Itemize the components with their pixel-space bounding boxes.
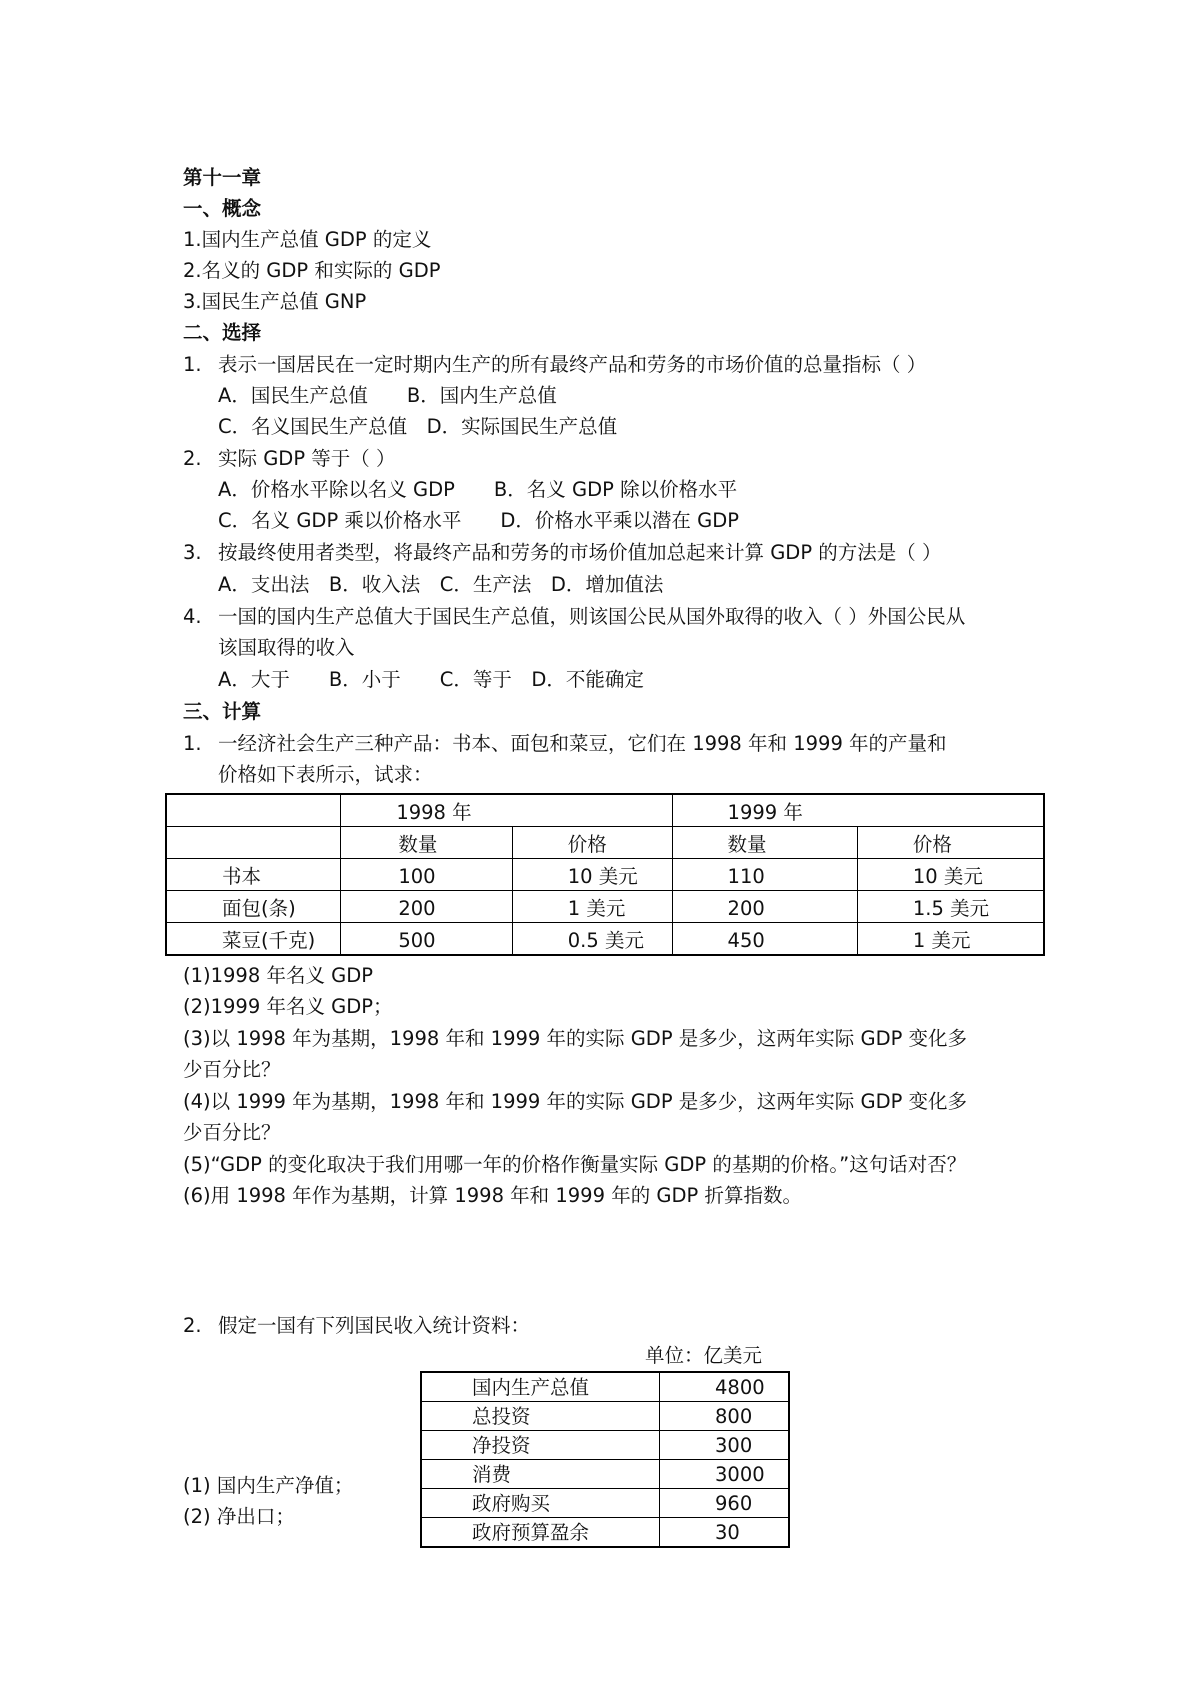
item-value: 30 bbox=[660, 1518, 790, 1548]
table-row bbox=[421, 1431, 789, 1460]
subquestion: (5)“GDP 的变化取决于我们用哪一年的价格作衡量实际 GDP 的基期的价格。”这句话对否？ bbox=[183, 1153, 967, 1176]
table-cell: 10 美元 bbox=[857, 859, 1044, 891]
table-cell: 1 美元 bbox=[512, 891, 672, 923]
item-value: 960 bbox=[660, 1489, 790, 1518]
subquestion: 少百分比？ bbox=[183, 1058, 281, 1081]
question-options: C．名义国民生产总值 D．实际国民生产总值 bbox=[218, 415, 618, 438]
table-cell: 110 bbox=[672, 859, 857, 891]
table-cell: 1 美元 bbox=[857, 923, 1044, 956]
subquestion: (1) 国内生产净值； bbox=[183, 1474, 354, 1497]
question-text: 实际 GDP 等于（ ） bbox=[218, 447, 396, 470]
item-value: 3000 bbox=[660, 1460, 790, 1489]
subquestion: (4)以 1999 年为基期，1998 年和 1999 年的实际 GDP 是多少，这两年实际 GDP 变化多 bbox=[183, 1090, 968, 1113]
production-table bbox=[165, 793, 1045, 956]
concept-item: 1.国内生产总值 GDP 的定义 bbox=[183, 228, 432, 251]
table-row bbox=[421, 1460, 789, 1489]
item-label: 政府预算盈余 bbox=[421, 1518, 660, 1548]
unit-label: 单位：亿美元 bbox=[645, 1344, 763, 1367]
concept-item: 2.名义的 GDP 和实际的 GDP bbox=[183, 259, 441, 282]
product-name: 面包(条) bbox=[166, 891, 341, 923]
price-header: 价格 bbox=[512, 827, 672, 859]
table-cell: 450 bbox=[672, 923, 857, 956]
question-number: 2. bbox=[183, 447, 202, 470]
question-number: 1. bbox=[183, 353, 202, 376]
quantity-header: 数量 bbox=[672, 827, 857, 859]
product-name: 菜豆(千克) bbox=[166, 923, 341, 956]
question-text: 按最终使用者类型，将最终产品和劳务的市场价值加总起来计算 GDP 的方法是（ ） bbox=[218, 541, 942, 564]
question-options: A．国民生产总值 B．国内生产总值 bbox=[218, 384, 557, 407]
item-label: 净投资 bbox=[421, 1431, 660, 1460]
table-header-row bbox=[166, 794, 1044, 827]
chapter-title: 第十一章 bbox=[183, 166, 262, 189]
table-cell: 1.5 美元 bbox=[857, 891, 1044, 923]
table-cell: 200 bbox=[341, 891, 512, 923]
question-number: 2. bbox=[183, 1314, 202, 1337]
subquestion: (2)1999 年名义 GDP； bbox=[183, 995, 393, 1018]
section-heading-concepts: 一、概念 bbox=[183, 197, 262, 220]
table-row bbox=[166, 891, 1044, 923]
table-row bbox=[421, 1518, 789, 1548]
question-text: 一国的国内生产总值大于国民生产总值，则该国公民从国外取得的收入（ ）外国公民从 bbox=[218, 605, 966, 628]
table-cell bbox=[166, 794, 341, 827]
item-label: 总投资 bbox=[421, 1402, 660, 1431]
subquestion: 少百分比？ bbox=[183, 1121, 281, 1144]
question-number: 4. bbox=[183, 605, 202, 628]
item-value: 300 bbox=[660, 1431, 790, 1460]
question-text: 一经济社会生产三种产品：书本、面包和菜豆，它们在 1998 年和 1999 年的产量和 bbox=[218, 732, 947, 755]
item-value: 4800 bbox=[660, 1372, 790, 1402]
table-row bbox=[166, 859, 1044, 891]
table-cell: 0.5 美元 bbox=[512, 923, 672, 956]
table-row bbox=[421, 1489, 789, 1518]
question-text: 价格如下表所示，试求： bbox=[218, 763, 433, 786]
section-heading-calc: 三、计算 bbox=[183, 700, 262, 723]
subquestion: (6)用 1998 年作为基期，计算 1998 年和 1999 年的 GDP 折算指数。 bbox=[183, 1184, 802, 1207]
table-cell: 500 bbox=[341, 923, 512, 956]
item-label: 政府购买 bbox=[421, 1489, 660, 1518]
subquestion: (1)1998 年名义 GDP bbox=[183, 964, 374, 987]
table-subheader-row bbox=[166, 827, 1044, 859]
price-header: 价格 bbox=[857, 827, 1044, 859]
table-row bbox=[421, 1372, 789, 1402]
item-label: 国内生产总值 bbox=[421, 1372, 660, 1402]
table-cell: 200 bbox=[672, 891, 857, 923]
year-header: 1999 年 bbox=[672, 794, 1044, 827]
question-text: 表示一国居民在一定时期内生产的所有最终产品和劳务的市场价值的总量指标（ ） bbox=[218, 353, 927, 376]
concept-item: 3.国民生产总值 GNP bbox=[183, 290, 367, 313]
table-row bbox=[166, 923, 1044, 956]
question-options: A．价格水平除以名义 GDP B．名义 GDP 除以价格水平 bbox=[218, 478, 738, 501]
question-options: A．支出法 B．收入法 C．生产法 D．增加值法 bbox=[218, 573, 664, 596]
question-options: C．名义 GDP 乘以价格水平 D．价格水平乘以潜在 GDP bbox=[218, 509, 739, 532]
question-number: 1. bbox=[183, 732, 202, 755]
table-cell: 10 美元 bbox=[512, 859, 672, 891]
quantity-header: 数量 bbox=[341, 827, 512, 859]
subquestion: (3)以 1998 年为基期，1998 年和 1999 年的实际 GDP 是多少，这两年实际 GDP 变化多 bbox=[183, 1027, 968, 1050]
item-value: 800 bbox=[660, 1402, 790, 1431]
item-label: 消费 bbox=[421, 1460, 660, 1489]
table-cell: 100 bbox=[341, 859, 512, 891]
year-header: 1998 年 bbox=[341, 794, 672, 827]
subquestion: (2) 净出口； bbox=[183, 1505, 295, 1528]
question-text: 假定一国有下列国民收入统计资料： bbox=[218, 1314, 531, 1337]
product-name: 书本 bbox=[166, 859, 341, 891]
section-heading-choices: 二、选择 bbox=[183, 321, 262, 344]
table-row bbox=[421, 1402, 789, 1431]
question-number: 3. bbox=[183, 541, 202, 564]
national-income-table bbox=[420, 1371, 790, 1548]
question-text: 该国取得的收入 bbox=[218, 636, 355, 659]
table-cell bbox=[166, 827, 341, 859]
question-options: A．大于 B．小于 C．等于 D．不能确定 bbox=[218, 668, 644, 691]
